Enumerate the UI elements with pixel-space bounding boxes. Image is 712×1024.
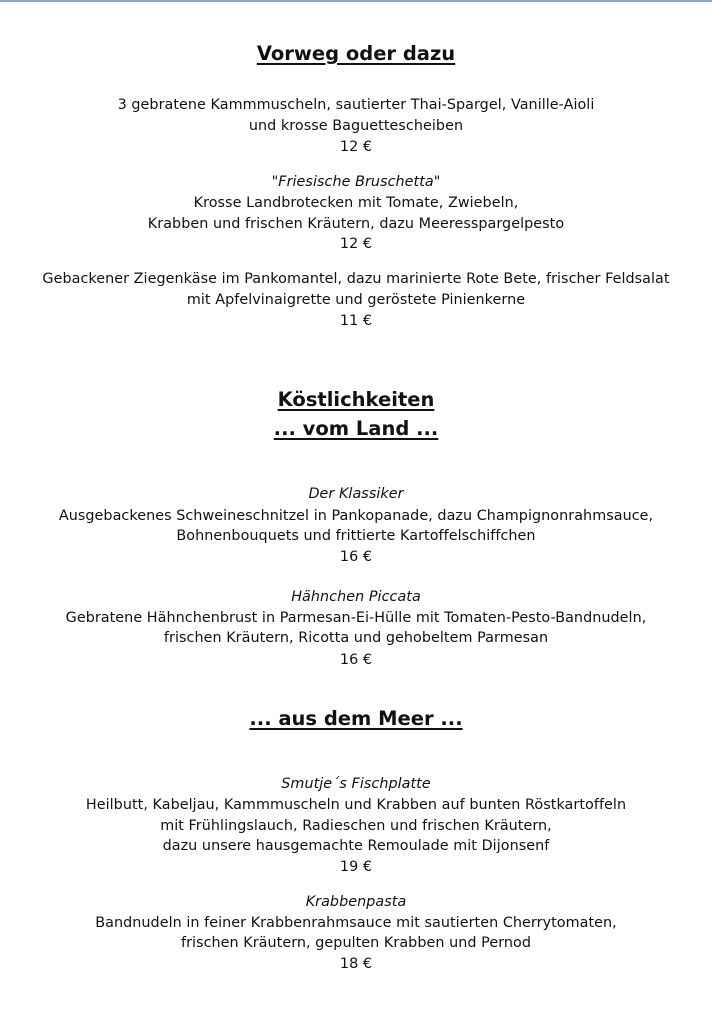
dish-description-line: Gebratene Hähnchenbrust in Parmesan-Ei-Hülle mit Tomaten-Pesto-Bandnudeln,	[65, 610, 647, 626]
dish-description-line: Ausgebackenes Schweineschnitzel in Pankopanade, dazu Champignonrahmsauce,	[58, 508, 654, 524]
dish-description-line: dazu unsere hausgemachte Remoulade mit Dijonsenf	[162, 838, 550, 854]
dish-description-line: frischen Kräutern, gepulten Krabben und Pernod	[180, 935, 532, 951]
dish-description-line: frischen Kräutern, Ricotta und gehobeltem Parmesan	[163, 630, 549, 646]
dish-description-line: mit Apfelvinaigrette und geröstete Pinienkerne	[186, 292, 526, 308]
dish-description-line: Krabben und frischen Kräutern, dazu Meeresspargelpesto	[147, 216, 565, 232]
dish-title: Krabbenpasta	[305, 894, 407, 910]
section-heading-specialties: Köstlichkeiten	[277, 388, 435, 411]
dish-price: 18 €	[339, 956, 373, 972]
dish-description-line: Bandnudeln in feiner Krabbenrahmsauce mit sautierten Cherrytomaten,	[95, 915, 617, 931]
dish-description-line: Heilbutt, Kabeljau, Kammmuscheln und Krabben auf bunten Röstkartoffeln	[85, 797, 627, 813]
dish-price: 16 €	[339, 549, 373, 565]
dish-description-line: mit Frühlingslauch, Radieschen und frischen Kräutern,	[160, 818, 552, 834]
dish-description-line: Bohnenbouquets und frittierte Kartoffelschiffchen	[176, 528, 536, 544]
dish-price: 12 €	[339, 236, 373, 252]
dish-description-line: 3 gebratene Kammmuscheln, sautierter Thai-Spargel, Vanille-Aioli	[117, 97, 595, 113]
dish-price: 12 €	[339, 139, 373, 155]
dish-price: 19 €	[339, 859, 373, 875]
section-heading-sea: ... aus dem Meer ...	[249, 707, 463, 730]
dish-title: Smutje´s Fischplatte	[281, 776, 431, 792]
dish-price: 11 €	[339, 313, 373, 329]
dish-title: "Friesische Bruschetta"	[271, 174, 441, 190]
section-subheading-land: ... vom Land ...	[273, 417, 439, 440]
dish-description-line: und krosse Baguettescheiben	[248, 118, 464, 134]
dish-price: 16 €	[339, 652, 373, 668]
dish-description-line: Gebackener Ziegenkäse im Pankomantel, dazu marinierte Rote Bete, frischer Feldsalat	[42, 271, 670, 287]
section-heading-starters: Vorweg oder dazu	[256, 42, 456, 65]
dish-description-line: Krosse Landbrotecken mit Tomate, Zwiebeln,	[193, 195, 519, 211]
dish-title: Hähnchen Piccata	[291, 589, 421, 605]
dish-title: Der Klassiker	[308, 486, 404, 502]
